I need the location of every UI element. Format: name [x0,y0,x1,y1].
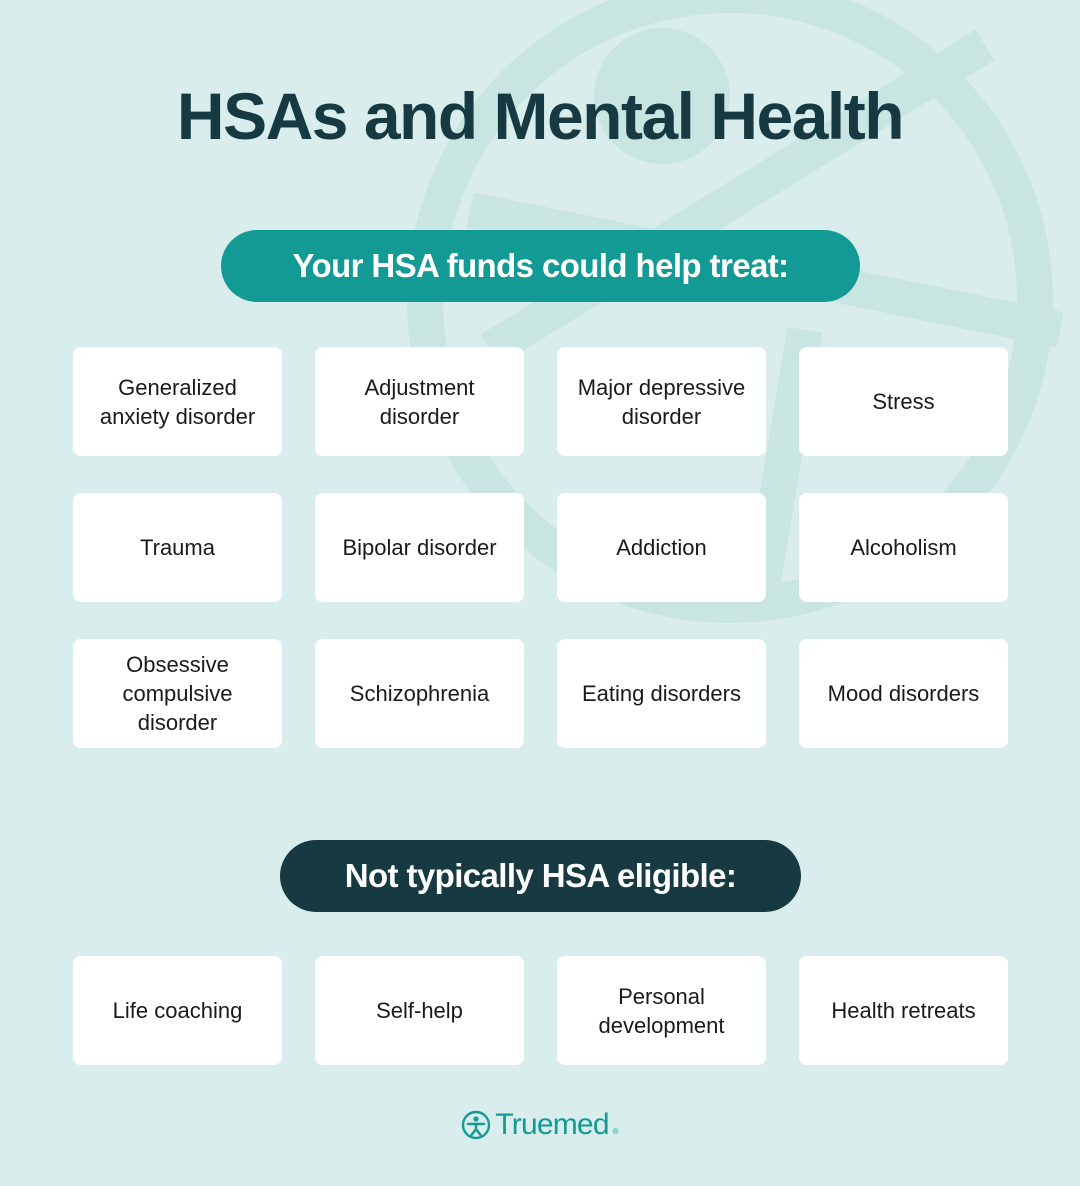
eligible-heading: Your HSA funds could help treat: [292,247,789,284]
condition-label: Adjustment disorder [364,374,475,429]
condition-card [315,493,524,602]
condition-label: Addiction [616,535,707,560]
not-eligible-card [315,956,524,1065]
not-eligible-card [73,956,282,1065]
condition-label: Bipolar disorder [342,535,497,560]
brand-name: Truemed [495,1108,609,1141]
condition-card [73,347,282,456]
condition-label: Schizophrenia [349,681,490,706]
not-eligible-card [799,956,1008,1065]
condition-label: Major depressive disorder [577,374,746,429]
not-eligible-label: Personal development [598,983,725,1038]
condition-label: Generalized anxiety disorder [99,374,256,429]
condition-card [315,639,524,748]
condition-card [73,493,282,602]
condition-card [799,493,1008,602]
condition-card [799,639,1008,748]
not-eligible-label: Health retreats [831,998,976,1023]
condition-card [799,347,1008,456]
page-title: HSAs and Mental Health [176,79,904,153]
not-eligible-grid [73,956,1008,1065]
condition-card [315,347,524,456]
not-eligible-heading-pill [280,840,801,912]
condition-label: Mood disorders [827,681,980,706]
not-eligible-label: Life coaching [112,998,243,1023]
not-eligible-label: Self-help [376,998,463,1023]
eligible-heading-pill [221,230,860,302]
condition-label: Stress [872,389,935,414]
condition-card [73,639,282,748]
condition-label: Trauma [140,535,215,560]
condition-card [557,639,766,748]
condition-label: Alcoholism [850,535,957,560]
brand-logo [0,1108,1080,1142]
registered-mark: ® [612,1127,619,1136]
truemed-person-icon [461,1110,491,1140]
eligible-conditions-grid [73,347,1008,748]
condition-card [557,493,766,602]
condition-label: Eating disorders [582,681,741,706]
not-eligible-heading: Not typically HSA eligible: [344,857,737,894]
condition-card [557,347,766,456]
condition-label: Obsessive compulsive disorder [122,652,233,735]
not-eligible-card [557,956,766,1065]
